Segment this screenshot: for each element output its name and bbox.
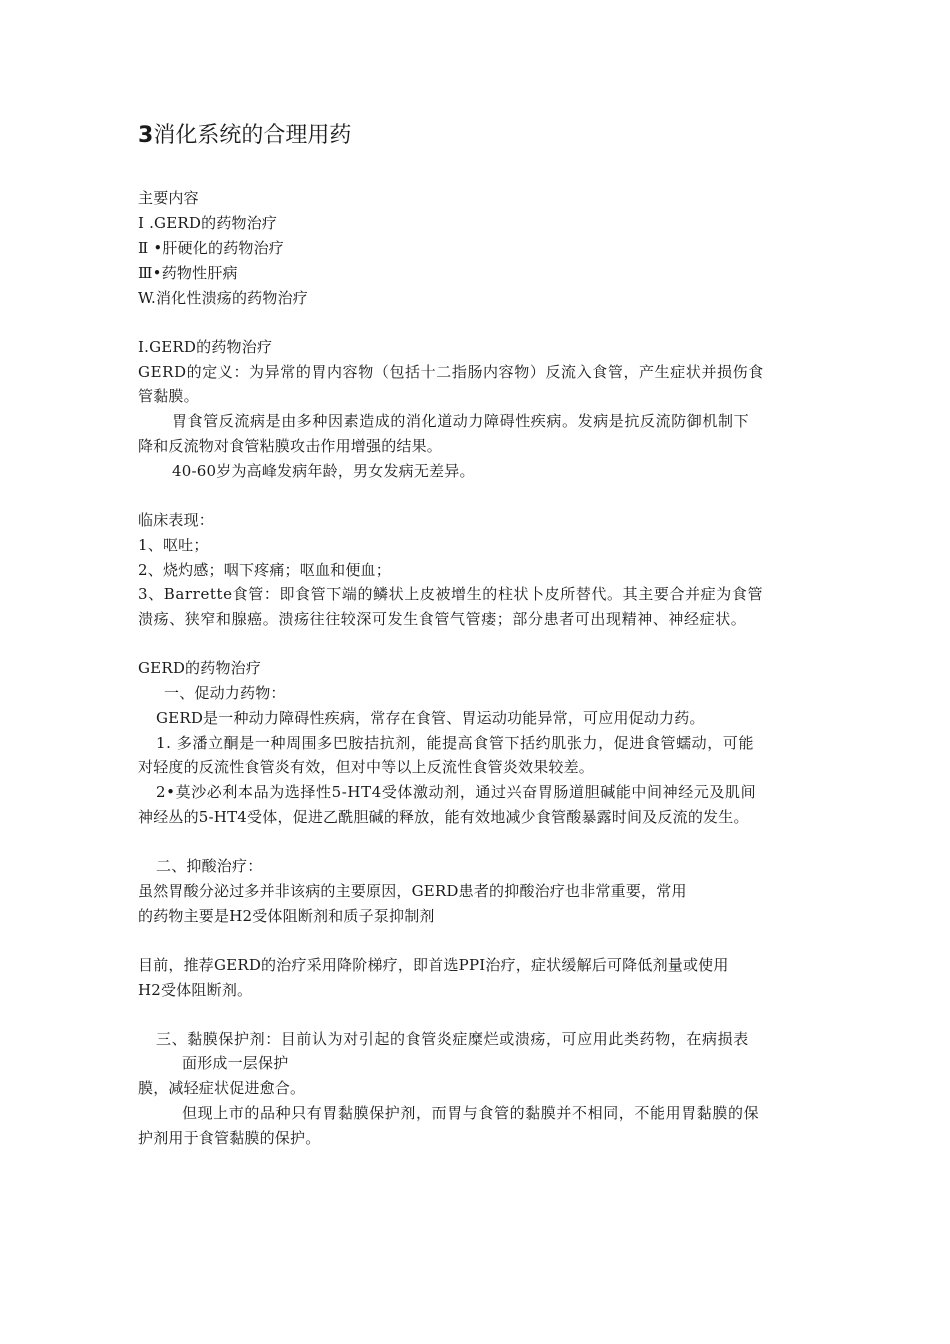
- paragraph-2-line-2: 降和反流物对食管粘膜攻击作用增强的结果。: [138, 437, 443, 455]
- item-2-line-2: 神经丛的5-HT4受体，促进乙酰胆碱的释放，能有效地减少食管酸暴露时间及反流的发生。: [138, 808, 749, 826]
- clinical-item-3-line-1: 3、Barrette食管：即食管下端的鳞状上皮被增生的柱状卜皮所替代。其主要合并症为食管: [138, 585, 764, 603]
- toc-item-4: W.消化性溃疡的药物治疗: [138, 289, 308, 307]
- recommend-line-1: 目前，推荐GERD的治疗采用降阶梯疗，即首选PPI治疗，症状缓解后可降低剂量或使用: [138, 956, 729, 974]
- final-line-2: 护剂用于食管黏膜的保护。: [138, 1129, 321, 1147]
- prokinetic-intro: GERD是一种动力障碍性疾病，常存在食管、胃运动功能异常，可应用促动力药。: [156, 709, 705, 727]
- clinical-item-2: 2、烧灼感；咽下疼痛；呕血和便血；: [138, 561, 391, 579]
- item-1-line-2: 对轻度的反流性食管炎有效，但对中等以上反流性食管炎效果较差。: [138, 758, 595, 776]
- title-number: 3: [138, 123, 154, 148]
- final-line-1: 但现上市的品种只有胃黏膜保护剂，而胃与食管的黏膜并不相同，不能用胃黏膜的保: [182, 1104, 760, 1122]
- toc-item-3: Ⅲ•药物性肝病: [138, 264, 238, 282]
- acid-heading: 二、抑酸治疗：: [156, 857, 263, 875]
- title-text: 消化系统的合理用药: [153, 123, 352, 148]
- mucosa-line-3: 膜，减轻症状促进愈合。: [138, 1079, 306, 1097]
- clinical-item-1: 1、呕吐；: [138, 536, 209, 554]
- toc-heading: 主要内容: [138, 189, 199, 207]
- toc-item-2: Ⅱ •肝硬化的药物治疗: [138, 239, 285, 257]
- drug-therapy-heading: GERD的药物治疗: [138, 659, 262, 677]
- definition-line-2: 管黏膜。: [138, 387, 199, 405]
- paragraph-2-line-1: 胃食管反流病是由多种因素造成的消化道动力障碍性疾病。发病是抗反流防御机制下: [172, 412, 750, 430]
- definition-line-1: GERD的定义：为异常的胃内容物（包括十二指肠内容物）反流入食管，产生症状并损伤食: [138, 363, 764, 381]
- acid-line-2: 的药物主要是H2受体阻断剂和质子泵抑制剂: [138, 907, 435, 925]
- paragraph-3: 40-60岁为高峰发病年龄，男女发病无差异。: [172, 462, 475, 480]
- toc-item-1: Ⅰ .GERD的药物治疗: [138, 214, 278, 232]
- acid-line-1: 虽然胃酸分泌过多并非该病的主要原因，GERD患者的抑酸治疗也非常重要，常用: [138, 882, 687, 900]
- page-title: [138, 118, 351, 149]
- clinical-heading: 临床表现：: [138, 511, 215, 529]
- item-1-line-1: 1. 多潘立酮是一种周围多巴胺拮抗剂，能提高食管下括约肌张力，促进食管蠕动，可能: [156, 734, 755, 752]
- clinical-item-3-line-2: 溃疡、狭窄和腺癌。溃疡往往较深可发生食管气管瘘；部分患者可出现精神、神经症状。: [138, 610, 747, 628]
- mucosa-line-2: 面形成一层保护: [182, 1054, 289, 1072]
- mucosa-line-1: 三、黏膜保护剂：目前认为对引起的食管炎症糜烂或溃疡，可应用此类药物，在病损表: [156, 1030, 749, 1048]
- recommend-line-2: H2受体阻断剂。: [138, 981, 253, 999]
- prokinetic-heading: 一、促动力药物：: [164, 684, 286, 702]
- item-2-line-1: 2•莫沙必利本品为选择性5-HT4受体激动剂，通过兴奋胃肠道胆碱能中间神经元及肌间: [156, 783, 757, 801]
- section-heading-gerd: I.GERD的药物治疗: [138, 338, 273, 356]
